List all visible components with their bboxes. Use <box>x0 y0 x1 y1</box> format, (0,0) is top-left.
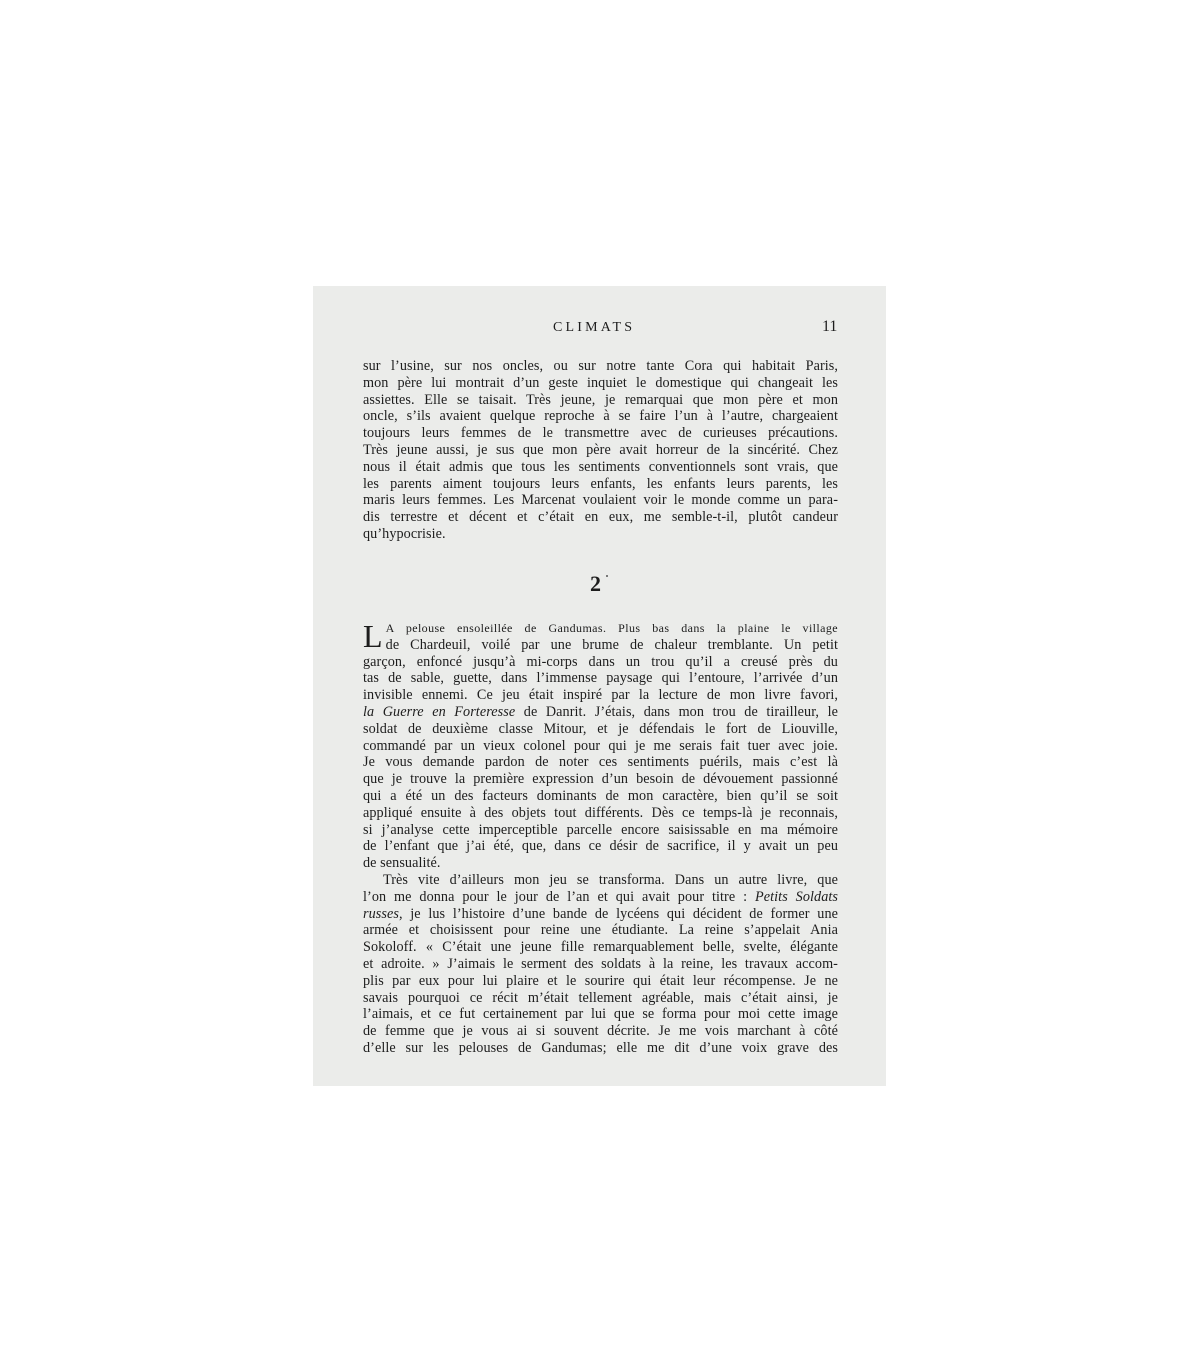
text-line: plis par eux pour lui plaire et le sourire qui était leur récompense. Je ne <box>363 972 838 989</box>
text-line: savais pourquoi ce récit m’était tellement agréable, mais c’était ainsi, je <box>363 989 838 1006</box>
printing-speck <box>606 575 608 577</box>
text-line: l’aimais, et ce fut certainement par lui que se forma pour moi cette image <box>363 1006 838 1023</box>
text-line: d’elle sur les pelouses de Gandumas; elle me dit d’une voix grave des <box>363 1039 838 1056</box>
text-line: de Chardeuil, voilé par une brume de chaleur tremblante. Un petit <box>385 636 838 653</box>
section-number: 2 <box>590 571 601 596</box>
text-line: les parents aiment toujours leurs enfants, les enfants leurs parents, les <box>363 475 838 492</box>
text-line: dis terrestre et décent et c’était en eux, me semble-t-il, plutôt candeur <box>363 509 838 526</box>
text-line: de l’enfant que j’ai été, que, dans ce désir de sacrifice, il y avait un peu <box>363 838 838 855</box>
section-paragraph-2 <box>363 872 838 1057</box>
text-line: de sensualité. <box>363 855 441 872</box>
text-line: de femme que je vous ai si souvent décrite. Je me vois marchant à côté <box>363 1023 838 1040</box>
text-line: Très jeune aussi, je sus que mon père avait horreur de la sincérité. Chez <box>363 441 838 458</box>
book-title: russes <box>363 905 399 922</box>
text-line: commandé par un vieux colonel pour qui je me serais fait tuer avec joie. <box>363 737 838 754</box>
text-line: maris leurs femmes. Les Marcenat voulaient voir le monde comme un para- <box>363 492 838 509</box>
text-line: invisible ennemi. Ce jeu était inspiré par la lecture de mon livre favori, <box>363 687 838 704</box>
page-number: 11 <box>822 318 838 335</box>
text-line: tas de sable, guette, dans l’immense paysage qui l’entoure, l’arrivée d’un <box>363 670 838 687</box>
book-title: la Guerre en Forteresse <box>363 703 516 720</box>
text-line: mon père lui montrait d’un geste inquiet le domestique qui changeait les <box>363 374 838 391</box>
text-line: qu’hypocrisie. <box>363 525 446 542</box>
text-line <box>363 906 838 923</box>
section-paragraph-1 <box>363 620 838 872</box>
text-line: garçon, enfoncé jusqu’à mi-corps dans un trou qu’il a creusé près du <box>363 653 838 670</box>
text-line <box>363 620 838 637</box>
text-line: armée et choisissent pour reine une étudiante. La reine s’appelait Ania <box>363 922 838 939</box>
text-line: qui a été un des facteurs dominants de mon caractère, bien qu’il se soit <box>363 787 838 804</box>
running-title: CLIMATS <box>553 320 636 335</box>
text-line <box>363 704 838 721</box>
text-line: sur l’usine, sur nos oncles, ou sur notre tante Cora qui habitait Paris, <box>363 358 838 374</box>
drop-cap: L <box>363 618 383 654</box>
text-line: appliqué ensuite à des objets tout différents. Dès ce temps-là je reconnais, <box>363 804 838 821</box>
top-paragraph <box>363 358 838 543</box>
text-line: Très vite d’ailleurs mon jeu se transforma. Dans un autre livre, que <box>383 871 838 888</box>
text-line: que je trouve la première expression d’un besoin de dévouement passionné <box>363 771 838 788</box>
running-header <box>0 316 1200 340</box>
text-line: nous il était admis que tous les sentiments conventionnels sont vrais, que <box>363 458 838 475</box>
text-line: Sokoloff. « C’était une jeune fille remarquablement belle, svelte, élégante <box>363 939 838 956</box>
book-title: Petits Soldats <box>755 888 838 905</box>
text-line: et adroite. » J’aimais le serment des soldats à la reine, les travaux accom- <box>363 955 838 972</box>
text-line: assiettes. Elle se taisait. Très jeune, je remarquai que mon père et mon <box>363 391 838 408</box>
text-line: si j’analyse cette imperceptible parcelle encore saisissable en ma mémoire <box>363 821 838 838</box>
text-fragment: l’on me donna pour le jour de l’an et qui avait pour titre : <box>363 888 755 905</box>
text-fragment: de Danrit. J’étais, dans mon trou de tirailleur, le <box>515 703 838 720</box>
text-line <box>363 889 838 906</box>
section-body <box>363 620 838 1057</box>
text-line: Je vous demande pardon de noter ces sentiments puérils, mais c’est là <box>363 754 838 771</box>
text-line: toujours leurs femmes de le transmettre avec de curieuses précautions. <box>363 425 838 442</box>
text-line: soldat de deuxième classe Mitour, et je défendais le fort de Liouville, <box>363 720 838 737</box>
text-fragment: , je lus l’histoire d’une bande de lycéens qui décident de former une <box>398 905 838 922</box>
first-line-text: A pelouse ensoleillée de Gandumas. Plus bas dans la plaine le village <box>385 621 838 635</box>
text-line: oncle, s’ils avaient quelque reproche à se faire l’un à l’autre, chargeaient <box>363 408 838 425</box>
